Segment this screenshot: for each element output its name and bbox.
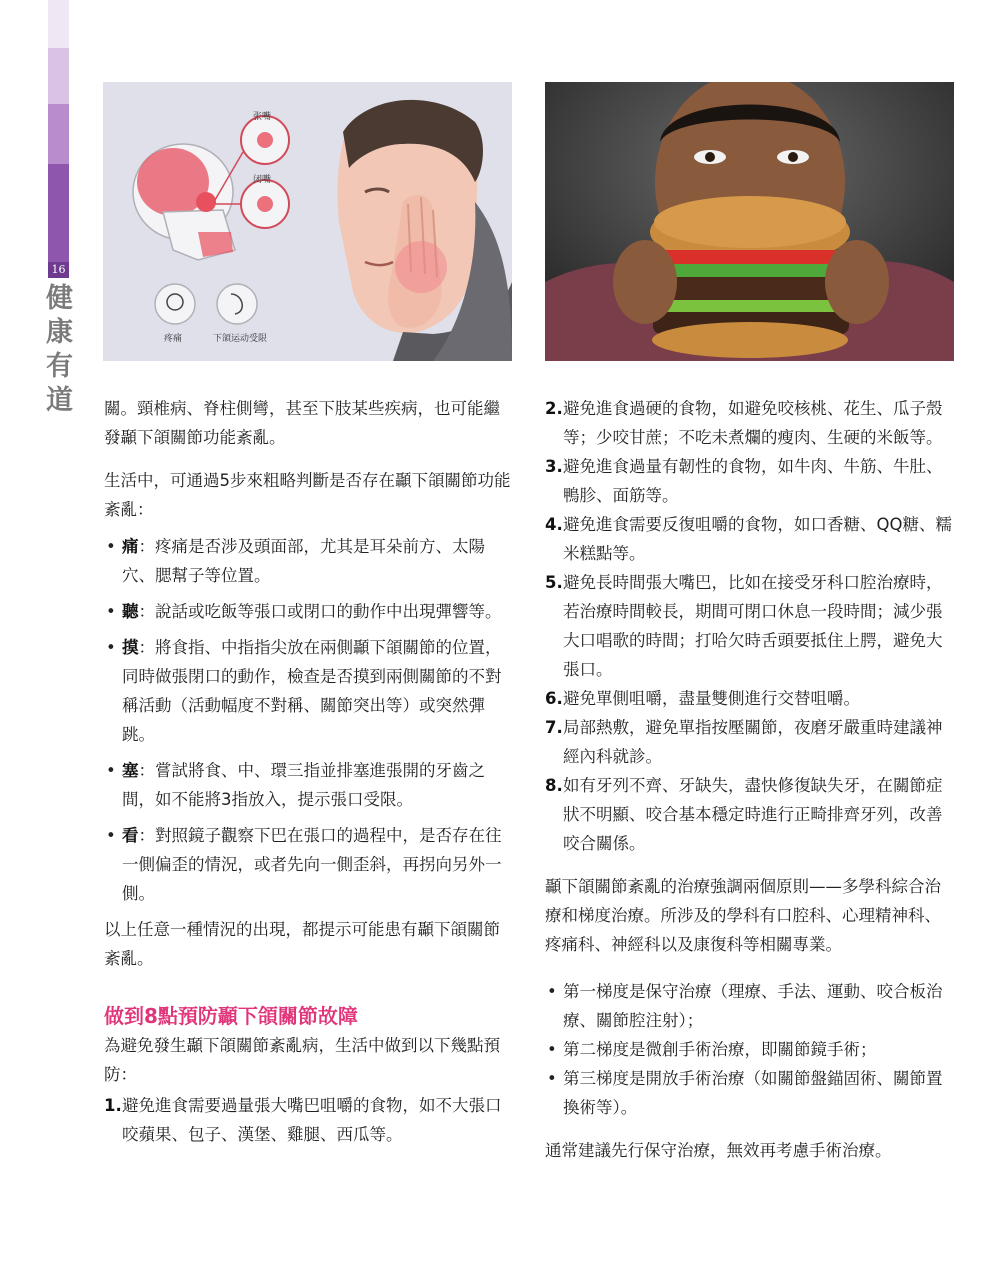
item-number: 7. <box>545 718 563 737</box>
burger-photo-svg <box>545 82 954 361</box>
item-number: 5. <box>545 573 563 592</box>
list-item <box>545 510 957 568</box>
list-item <box>104 821 514 908</box>
tab-segment <box>48 0 69 48</box>
item-number: 3. <box>545 457 563 476</box>
page-number: 16 <box>48 262 69 278</box>
closing-paragraph: 通常建議先行保守治療，無效再考慮手術治療。 <box>545 1141 892 1160</box>
list-item <box>545 977 957 1035</box>
prevention-list-right <box>545 394 957 858</box>
level-text: 第三梯度是開放手術治療（如關節盤錨固術、關節置換術等）。 <box>563 1069 943 1117</box>
bullet-dot: • <box>106 826 116 845</box>
label-open-mouth: 张嘴 <box>253 112 272 122</box>
level-text: 第二梯度是微創手術治療，即關節鏡手術； <box>563 1040 877 1059</box>
item-number: 2. <box>545 399 563 418</box>
list-item <box>104 756 514 814</box>
section-char: 有 <box>46 351 73 382</box>
check-key: 塞 <box>122 761 139 780</box>
check-key: 看 <box>122 826 139 845</box>
tab-segment <box>48 164 69 262</box>
intro-paragraph: 關。頸椎病、脊柱側彎，甚至下肢某些疾病，也可能繼發顳下頜關節功能紊亂。 <box>104 399 500 447</box>
label-pain: 疼痛 <box>164 334 183 344</box>
item-text: 局部熱敷，避免單指按壓關節，夜磨牙嚴重時建議神經內科就診。 <box>563 718 943 766</box>
section-char: 道 <box>46 385 73 416</box>
label-jaw-limited: 下頜运动受限 <box>213 334 268 344</box>
self-check-list <box>104 532 514 908</box>
right-column <box>545 394 957 1165</box>
label-closed-mouth: 闭嘴 <box>253 175 272 185</box>
check-intro: 生活中，可通過5步來粗略判斷是否存在顳下頜關節功能紊亂： <box>104 471 511 519</box>
list-item <box>104 532 514 590</box>
item-text: 避免長時間張大嘴巴，比如在接受牙科口腔治療時，若治療時間較長，期間可閉口休息一段時間；減少張大口唱歌的時間；打哈欠時舌頭要抵住上腭，避免大張口。 <box>563 573 943 679</box>
check-key: 痛 <box>122 537 139 556</box>
bullet-dot: • <box>106 537 116 556</box>
list-item <box>545 1064 957 1122</box>
section-heading: 做到8點預防顳下頜關節故障 <box>104 1004 358 1028</box>
check-key: 摸 <box>122 638 139 657</box>
list-item <box>545 713 957 771</box>
check-key: 聽 <box>122 602 139 621</box>
item-text: 避免單側咀嚼，盡量雙側進行交替咀嚼。 <box>563 689 860 708</box>
level-text: 第一梯度是保守治療（理療、手法、運動、咬合板治療、關節腔注射）； <box>563 982 943 1030</box>
tab-segment <box>48 104 69 164</box>
bullet-dot: • <box>547 1040 557 1059</box>
burger-photo <box>545 82 954 361</box>
list-item <box>104 633 514 749</box>
conclusion-paragraph: 以上任意一種情況的出現，都提示可能患有顳下頜關節紊亂。 <box>104 920 500 968</box>
check-text: ：說話或吃飯等張口或閉口的動作中出現彈響等。 <box>138 602 502 621</box>
prevention-list-left <box>104 1091 514 1149</box>
item-text: 避免進食過量有韌性的食物，如牛肉、牛筋、牛肚、鴨胗、面筋等。 <box>563 457 943 505</box>
treatment-levels-list <box>545 977 957 1122</box>
item-number: 1. <box>104 1096 122 1115</box>
list-item <box>104 1091 514 1149</box>
prevent-intro: 為避免發生顳下頜關節紊亂病，生活中做到以下幾點預防： <box>104 1036 500 1084</box>
bullet-dot: • <box>106 761 116 780</box>
check-text: ：嘗試將食、中、環三指並排塞進張開的牙齒之間，如不能將3指放入，提示張口受限。 <box>122 761 485 809</box>
list-item <box>545 684 957 713</box>
item-number: 8. <box>545 776 563 795</box>
treatment-paragraph: 顳下頜關節紊亂的治療強調兩個原則——多學科綜合治療和梯度治療。所涉及的學科有口腔科、心理精神科、疼痛科、神經科以及康復科等相關專業。 <box>545 877 941 954</box>
list-item <box>545 452 957 510</box>
bullet-dot: • <box>106 638 116 657</box>
section-tab-bar <box>48 0 69 280</box>
item-number: 6. <box>545 689 563 708</box>
section-name <box>46 282 72 418</box>
item-text: 如有牙列不齊、牙缺失，盡快修復缺失牙，在關節症狀不明顯、咬合基本穩定時進行正畸排齊牙列，改善咬合關係。 <box>563 776 943 853</box>
item-number: 4. <box>545 515 563 534</box>
check-text: ：將食指、中指指尖放在兩側顳下頜關節的位置，同時做張閉口的動作，檢查是否摸到兩側關節的不對稱活動（活動幅度不對稱、關節突出等）或突然彈跳。 <box>122 638 502 744</box>
list-item <box>545 771 957 858</box>
item-text: 避免進食需要過量張大嘴巴咀嚼的食物，如不大張口咬蘋果、包子、漢堡、雞腿、西瓜等。 <box>122 1096 502 1144</box>
check-text: ：疼痛是否涉及頭面部，尤其是耳朵前方、太陽穴、腮幫子等位置。 <box>122 537 485 585</box>
list-item <box>545 394 957 452</box>
bullet-dot: • <box>547 982 557 1001</box>
list-item <box>545 1035 957 1064</box>
check-text: ：對照鏡子觀察下巴在張口的過程中，是否存在往一側偏歪的情況，或者先向一側歪斜，再拐向另外一側。 <box>122 826 502 903</box>
left-column <box>104 394 514 1149</box>
item-text: 避免進食過硬的食物，如避免咬核桃、花生、瓜子殼等；少咬甘蔗；不吃未煮爛的瘦肉、生硬的米飯等。 <box>563 399 943 447</box>
bullet-dot: • <box>106 602 116 621</box>
tmj-illustration-svg <box>103 82 512 361</box>
bullet-dot: • <box>547 1069 557 1088</box>
tmj-illustration <box>103 82 512 361</box>
tab-segment <box>48 48 69 104</box>
list-item <box>104 597 514 626</box>
item-text: 避免進食需要反復咀嚼的食物，如口香糖、QQ糖、糯米糕點等。 <box>563 515 952 563</box>
list-item <box>545 568 957 684</box>
section-char: 健 <box>46 283 73 314</box>
section-char: 康 <box>46 317 73 348</box>
